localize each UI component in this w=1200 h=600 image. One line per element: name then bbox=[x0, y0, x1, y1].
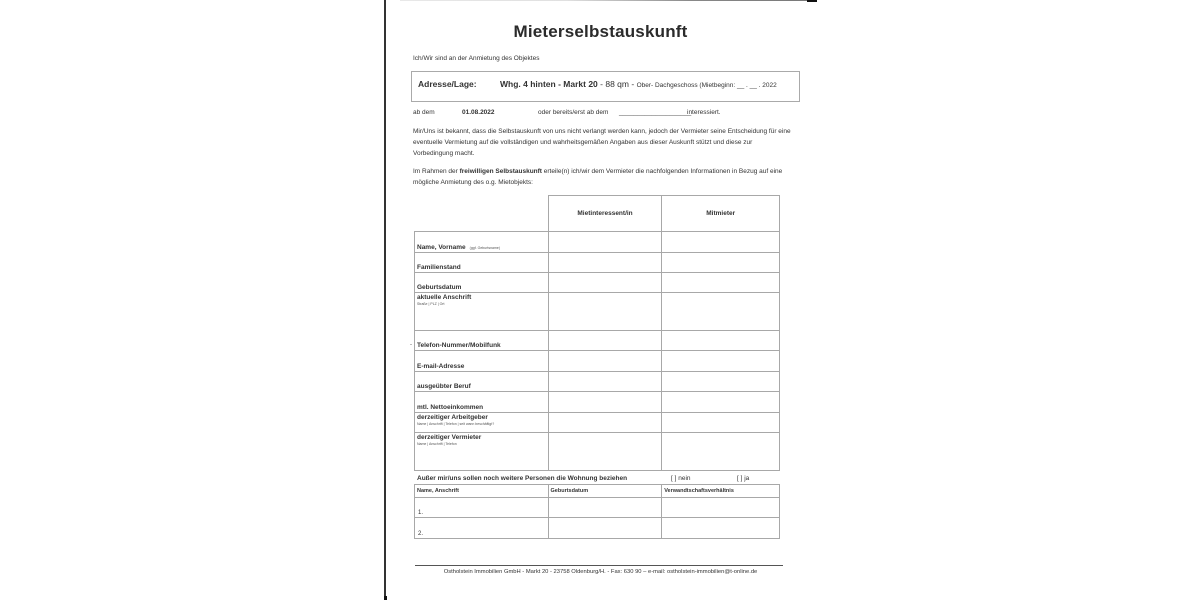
table-row bbox=[415, 232, 780, 253]
address-floor-start: Ober- Dachgeschoss (Mietbeginn: __ . __ . 2022 bbox=[636, 82, 777, 89]
header-interessent: Mietinteressent/in bbox=[548, 196, 662, 232]
option-ja-checkbox[interactable]: [ ] ja bbox=[737, 475, 750, 482]
info-text-before: Im Rahmen der bbox=[413, 168, 458, 175]
additional-persons-question: Außer mir/uns sollen noch weitere Personen die Wohnung beziehen bbox=[417, 475, 628, 482]
cell-interessent-anschrift[interactable] bbox=[548, 293, 662, 331]
cell-mitmieter-beruf[interactable] bbox=[662, 372, 780, 392]
cell-mitmieter-einkommen[interactable] bbox=[662, 392, 780, 413]
table-row bbox=[415, 331, 780, 351]
scan-corner-mark bbox=[384, 596, 387, 600]
cell-mitmieter-name[interactable] bbox=[662, 232, 780, 253]
info-paragraph bbox=[413, 166, 793, 188]
address-unit: Whg. 4 hinten - bbox=[500, 79, 561, 89]
row-label-vermieter bbox=[415, 433, 549, 471]
cell-interessent-name[interactable] bbox=[548, 232, 662, 253]
cell-mitmieter-familienstand[interactable] bbox=[662, 253, 780, 273]
table-row bbox=[415, 433, 780, 471]
person-2-geburtsdatum[interactable] bbox=[548, 518, 662, 539]
row-label-text: derzeitiger Arbeitgeber bbox=[417, 414, 488, 421]
header-geburtsdatum: Geburtsdatum bbox=[548, 485, 662, 498]
applicant-table bbox=[414, 195, 780, 471]
row-label-name bbox=[415, 232, 549, 253]
document-title: Mieterselbstauskunft bbox=[513, 22, 688, 41]
row-label-geburtsdatum: Geburtsdatum bbox=[415, 273, 549, 293]
row-label-einkommen: mtl. Nettoeinkommen bbox=[415, 392, 549, 413]
cell-mitmieter-arbeitgeber[interactable] bbox=[662, 413, 780, 433]
row-note: (ggf. Geburtsname) bbox=[469, 246, 501, 250]
table-row bbox=[415, 351, 780, 372]
move-in-date: 01.08.2022 bbox=[462, 109, 495, 116]
table-header-row bbox=[415, 196, 780, 232]
footer-divider bbox=[415, 565, 783, 566]
header-name-anschrift: Name, Anschrift bbox=[415, 485, 549, 498]
additional-persons-table bbox=[414, 484, 780, 539]
row-label-familienstand: Familienstand bbox=[415, 253, 549, 273]
table-row bbox=[415, 372, 780, 392]
table-row bbox=[415, 413, 780, 433]
cell-interessent-familienstand[interactable] bbox=[548, 253, 662, 273]
top-scan-edge bbox=[400, 0, 817, 1]
cell-mitmieter-telefon[interactable] bbox=[662, 331, 780, 351]
table-row bbox=[415, 273, 780, 293]
row-note: Name | Anschrift | Telefon | seit wann beschäftigt? bbox=[417, 422, 495, 426]
date-prefix: ab dem bbox=[413, 109, 435, 116]
row-note: Name | Anschrift | Telefon bbox=[417, 442, 457, 446]
alt-date-prefix: oder bereits/erst ab dem bbox=[538, 109, 609, 116]
address-label: Adresse/Lage: bbox=[418, 79, 477, 89]
row-label-anschrift bbox=[415, 293, 549, 331]
address-box bbox=[411, 71, 800, 102]
cell-interessent-telefon[interactable] bbox=[548, 331, 662, 351]
cell-mitmieter-geburtsdatum[interactable] bbox=[662, 273, 780, 293]
row-note: Straße | PLZ | Ort bbox=[417, 302, 445, 306]
cell-mitmieter-email[interactable] bbox=[662, 351, 780, 372]
row-label-text: Name, Vorname bbox=[417, 244, 466, 251]
cell-mitmieter-anschrift[interactable] bbox=[662, 293, 780, 331]
info-text-after: erteile(n) ich/wir dem Vermieter die nachfolgenden Informationen in Bezug auf eine mögliche Anmietung des o.g. Mietobjekts: bbox=[413, 168, 783, 186]
address-value bbox=[500, 79, 777, 89]
cell-interessent-vermieter[interactable] bbox=[548, 433, 662, 471]
margin-mark: - bbox=[410, 342, 412, 348]
header-verwandtschaft: Verwandtschaftsverhältnis bbox=[662, 485, 780, 498]
persons-header-row bbox=[415, 485, 780, 498]
cell-interessent-arbeitgeber[interactable] bbox=[548, 413, 662, 433]
cell-interessent-email[interactable] bbox=[548, 351, 662, 372]
table-row bbox=[415, 392, 780, 413]
option-nein-checkbox[interactable]: [ ] nein bbox=[671, 475, 691, 482]
row-label-beruf: ausgeübter Beruf bbox=[415, 372, 549, 392]
table-row bbox=[415, 293, 780, 331]
alt-date-blank[interactable]: ____________________ bbox=[619, 109, 692, 116]
person-1-verwandtschaft[interactable] bbox=[662, 498, 780, 518]
table-row bbox=[415, 253, 780, 273]
address-street: Markt 20 bbox=[563, 79, 598, 89]
person-1-name[interactable]: 1. bbox=[415, 498, 549, 518]
row-label-text: aktuelle Anschrift bbox=[417, 294, 472, 301]
row-label-text: derzeitiger Vermieter bbox=[417, 434, 482, 441]
disclaimer-paragraph: Mir/Uns ist bekannt, dass die Selbstauskunft von uns nicht verlangt werden kann, jedoch der Vermieter seine Entscheidung für eine eventuelle Vermietung auf die vollständigen und wahrheitsgemäßen Angaben aus dieser Auskunft stützt und diese zur Vorbedingung macht. bbox=[413, 128, 791, 157]
footer-company-info: Ostholstein Immobilien GmbH - Markt 20 - 23758 Oldenburg/H. - Fax: 630 90 – e-mail: ostholstein-immobilien@t-online.de bbox=[443, 569, 758, 575]
info-text-bold: freiwilligen Selbstauskunft bbox=[459, 168, 542, 175]
cell-mitmieter-vermieter[interactable] bbox=[662, 433, 780, 471]
cell-interessent-geburtsdatum[interactable] bbox=[548, 273, 662, 293]
top-scan-edge-mark bbox=[807, 0, 817, 2]
persons-row bbox=[415, 518, 780, 539]
cell-interessent-beruf[interactable] bbox=[548, 372, 662, 392]
header-corner bbox=[415, 196, 549, 232]
row-label-telefon: Telefon-Nummer/Mobilfunk bbox=[415, 331, 549, 351]
person-2-verwandtschaft[interactable] bbox=[662, 518, 780, 539]
cell-interessent-einkommen[interactable] bbox=[548, 392, 662, 413]
row-label-email: E-mail-Adresse bbox=[415, 351, 549, 372]
intro-text: Ich/Wir sind an der Anmietung des Objektes bbox=[413, 55, 540, 62]
date-suffix: interessiert. bbox=[687, 109, 721, 116]
row-label-arbeitgeber bbox=[415, 413, 549, 433]
persons-row bbox=[415, 498, 780, 518]
person-1-geburtsdatum[interactable] bbox=[548, 498, 662, 518]
header-mitmieter: Mitmieter bbox=[662, 196, 780, 232]
address-size: - 88 qm - bbox=[600, 79, 635, 89]
person-2-name[interactable]: 2. bbox=[415, 518, 549, 539]
